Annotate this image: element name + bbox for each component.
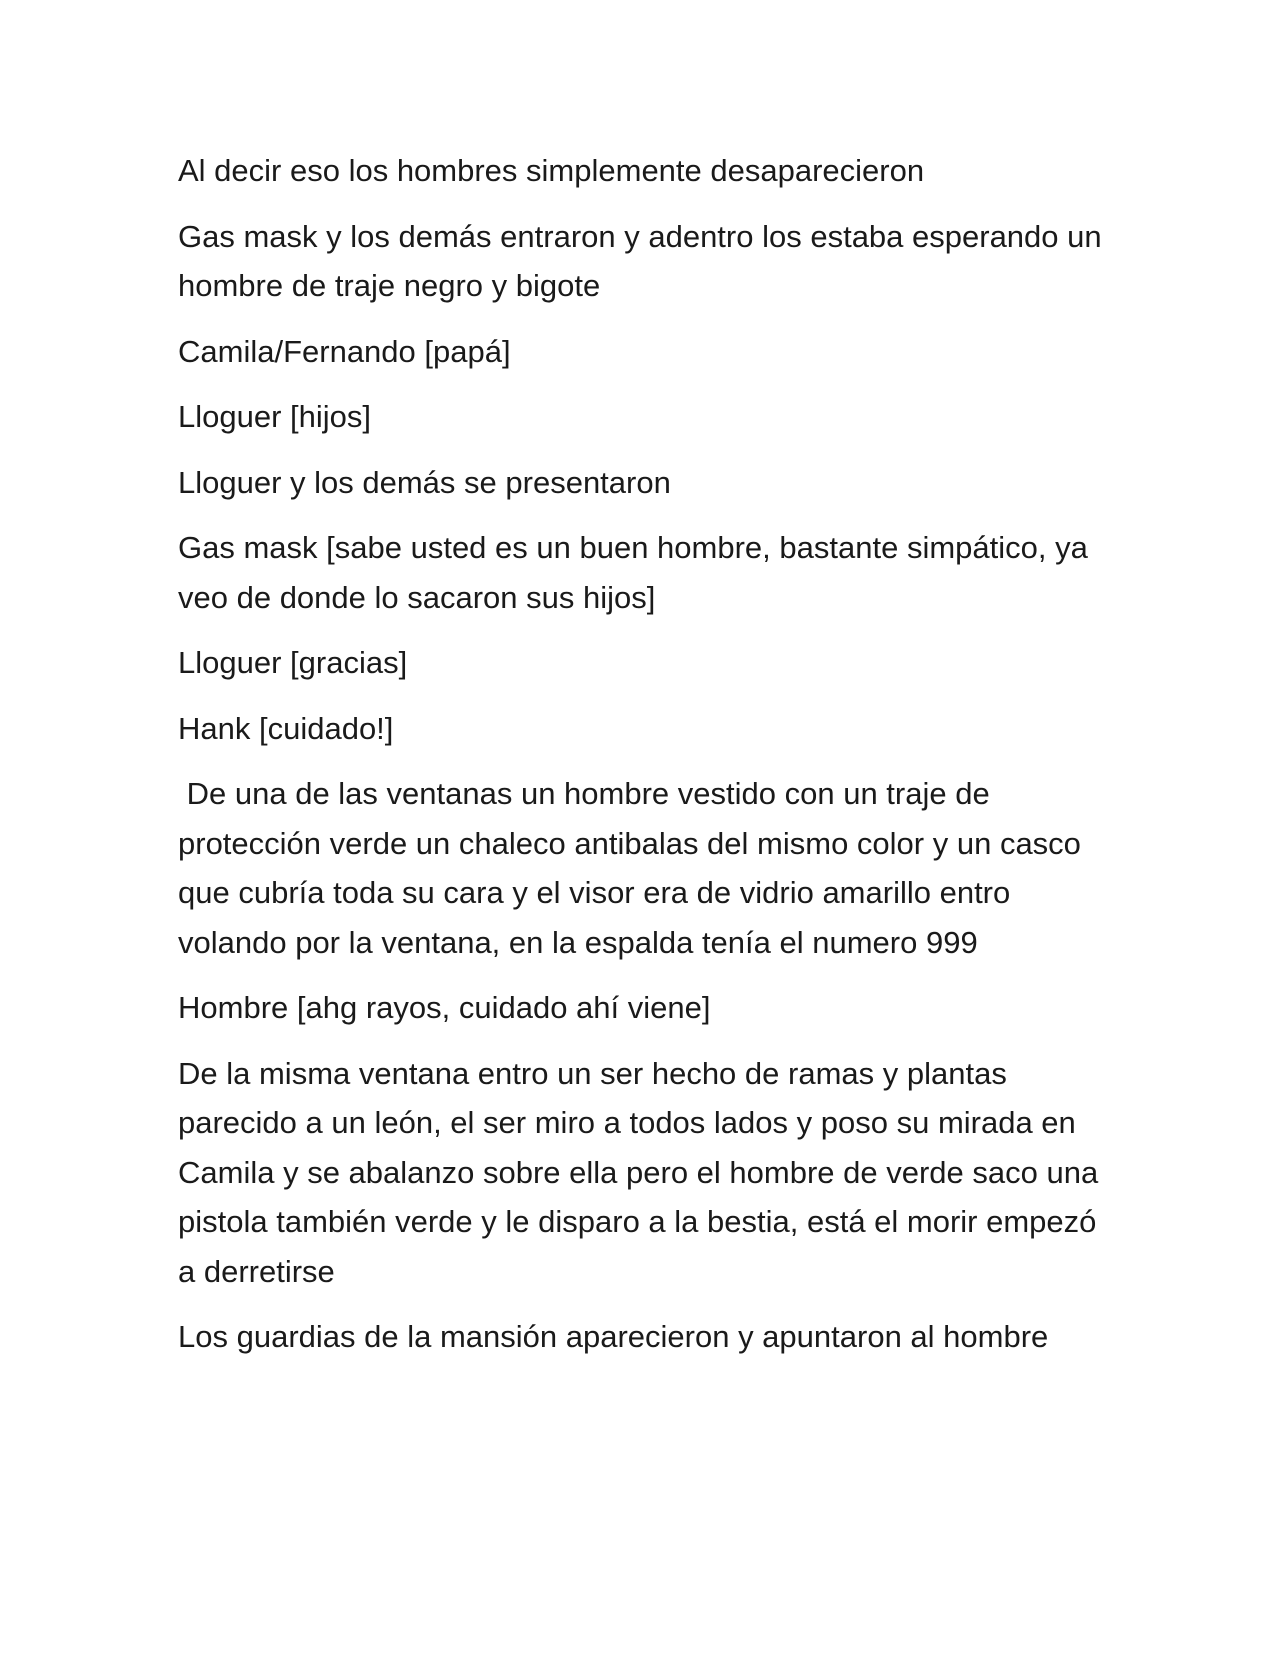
paragraph: Gas mask [sabe usted es un buen hombre, bastante simpático, ya veo de donde lo sacaron sus hijos] bbox=[178, 530, 1097, 615]
paragraph: Gas mask y los demás entraron y adentro los estaba esperando un hombre de traje negro y bigote bbox=[178, 218, 1111, 303]
paragraph: De la misma ventana entro un ser hecho de ramas y plantas parecido a un león, el ser miro a todos lados y poso su mirada en Camila y se abalanzo sobre ella pero el hombre de verde saco una pistola también verde y le disparo a la bestia, está el morir empezó a derretirse bbox=[178, 1055, 1107, 1289]
document-body bbox=[178, 146, 1111, 1378]
paragraph: Los guardias de la mansión aparecieron y apuntaron al hombre bbox=[178, 1319, 1049, 1354]
paragraph: Hank [cuidado!] bbox=[178, 710, 394, 746]
paragraph: Hombre [ahg rayos, cuidado ahí viene] bbox=[178, 990, 711, 1025]
paragraph: De una de las ventanas un hombre vestido con un traje de protección verde un chaleco antibalas del mismo color y un casco que cubría toda su cara y el visor era de vidrio amarillo entro volando por la ventana, en la espalda tenía el numero 999 bbox=[178, 776, 1090, 960]
paragraph: Lloguer [hijos] bbox=[178, 399, 372, 434]
paragraph: Lloguer y los demás se presentaron bbox=[178, 464, 671, 500]
paragraph: Lloguer [gracias] bbox=[178, 645, 408, 680]
paragraph: Camila/Fernando [papá] bbox=[178, 333, 511, 369]
paragraph: Al decir eso los hombres simplemente desaparecieron bbox=[178, 153, 925, 188]
